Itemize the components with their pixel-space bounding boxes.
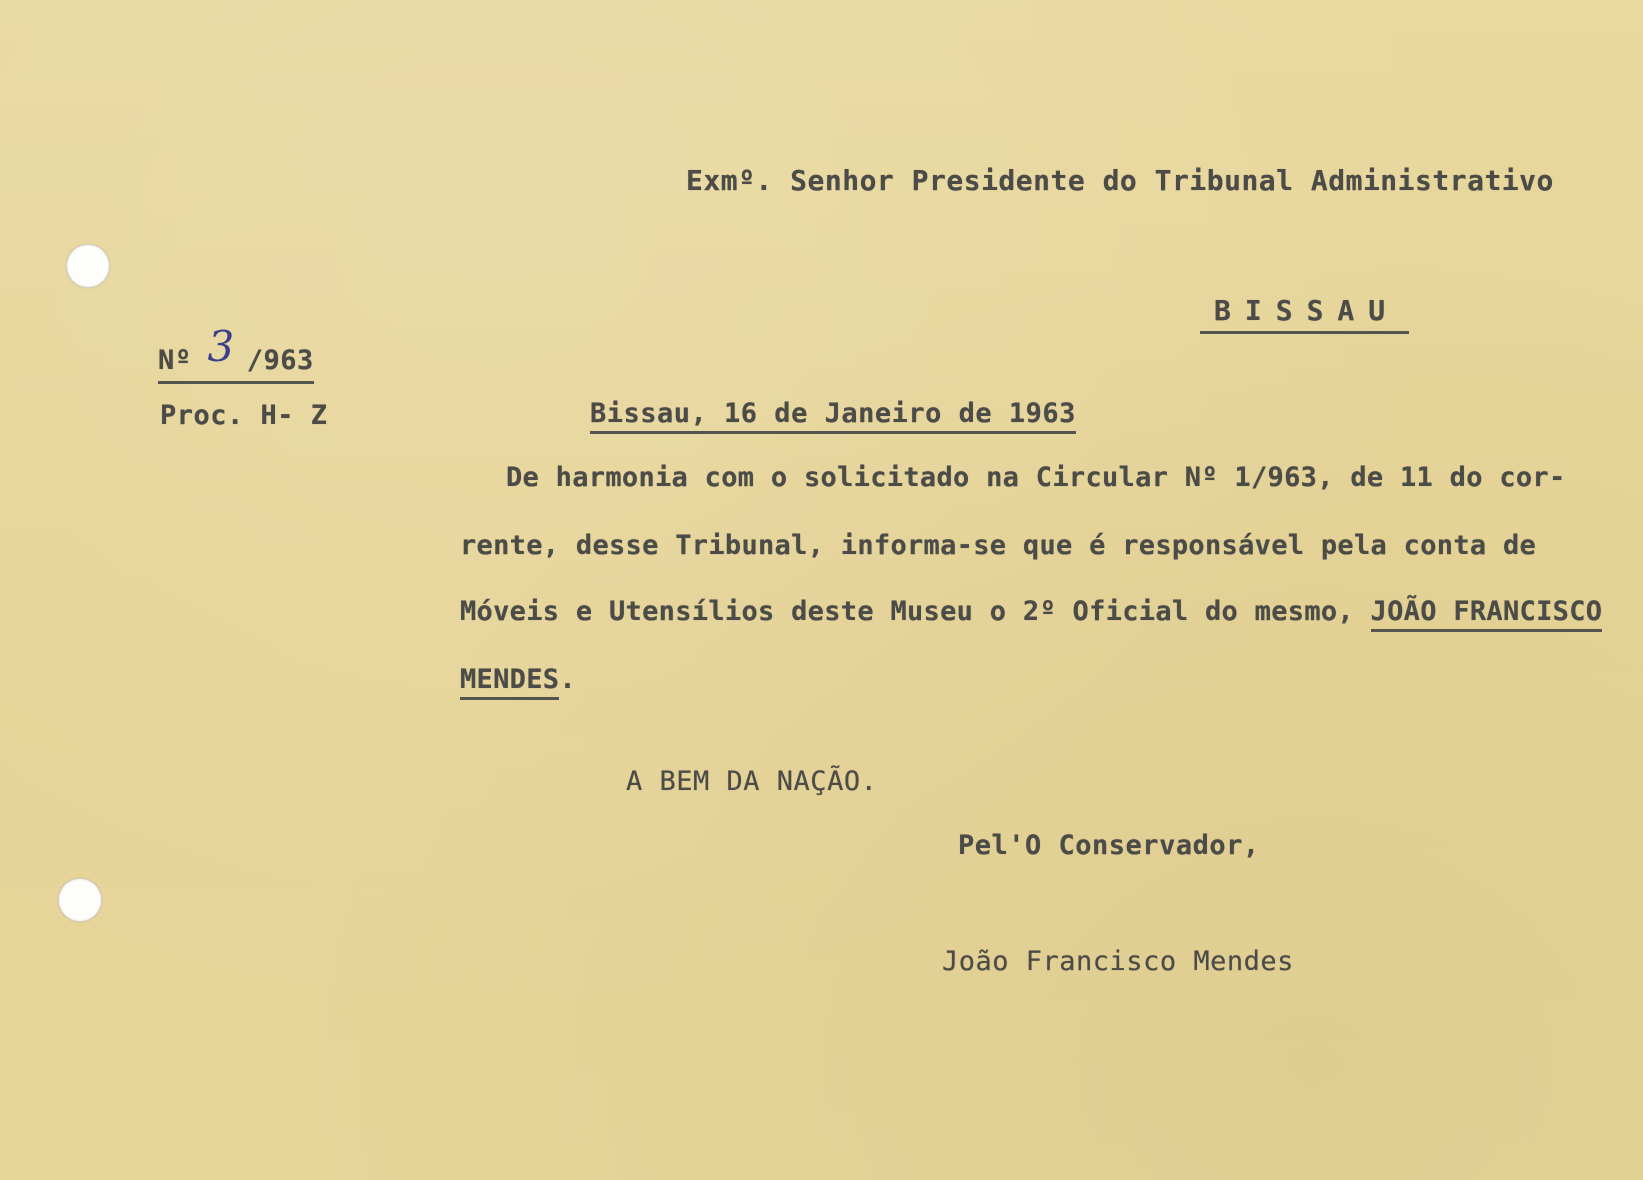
official-name-part-2: MENDES bbox=[460, 664, 559, 700]
body-line-2: rente, desse Tribunal, informa-se que é responsável pela conta de bbox=[460, 530, 1537, 561]
reference-prefix: Nº bbox=[158, 345, 192, 376]
official-name-part-1: JOÃO FRANCISCO bbox=[1371, 596, 1603, 632]
body-line-3-text: Móveis e Utensílios deste Museu o 2º Oficial do mesmo, bbox=[460, 596, 1371, 627]
body-line-1: De harmonia com o solicitado na Circular Nº 1/963, de 11 do cor- bbox=[506, 462, 1566, 493]
handwritten-number: 3 bbox=[207, 322, 235, 371]
addressee-line: Exmº. Senhor Presidente do Tribunal Administrativo bbox=[686, 164, 1554, 197]
body-line-4 bbox=[460, 664, 576, 695]
reference-number bbox=[158, 322, 314, 384]
signer-title: Pel'O Conservador, bbox=[958, 830, 1260, 861]
reference-year: /963 bbox=[246, 345, 314, 376]
closing-salutation: A BEM DA NAÇÃO. bbox=[626, 766, 878, 797]
date-line: Bissau, 16 de Janeiro de 1963 bbox=[590, 398, 1076, 434]
body-line-4-end: . bbox=[559, 664, 576, 695]
signer-name: João Francisco Mendes bbox=[942, 946, 1294, 977]
city-heading: BISSAU bbox=[1200, 294, 1409, 334]
body-line-3 bbox=[460, 596, 1602, 627]
punch-hole-top bbox=[66, 244, 110, 288]
process-reference: Proc. H- Z bbox=[160, 400, 328, 431]
punch-hole-bottom bbox=[58, 878, 102, 922]
